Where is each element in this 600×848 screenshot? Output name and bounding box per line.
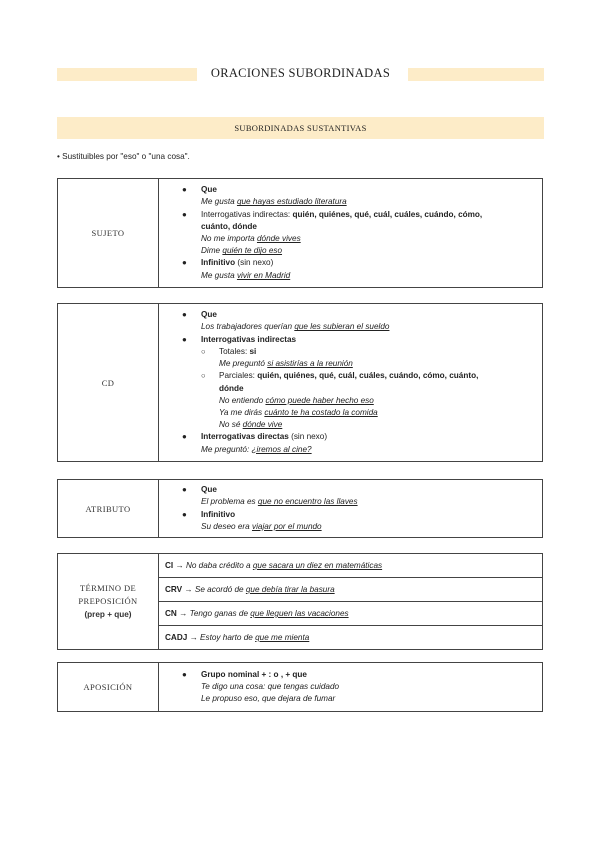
example: Te digo una cosa: que tengas cuidado <box>201 681 340 691</box>
aposicion-label: APOSICIÓN <box>58 663 159 712</box>
example: No entiendo cómo puede haber hecho eso <box>219 395 374 405</box>
document-title: ORACIONES SUBORDINADAS <box>210 66 391 80</box>
example: Ya me dirás cuánto te ha costado la comida <box>219 407 378 417</box>
list-item: ● Infinitivo <box>182 509 236 519</box>
cd-label: CD <box>58 304 159 462</box>
sujeto-table <box>57 178 543 288</box>
section-title: SUBORDINADAS SUSTANTIVAS <box>57 117 544 139</box>
list-item: ● Que <box>182 485 217 495</box>
atributo-content <box>159 480 543 538</box>
example: Le propuso eso, que dejara de fumar <box>201 694 336 704</box>
list-item: ● Grupo nominal + : o , + que <box>182 669 307 679</box>
list-item: ● Que <box>182 310 217 320</box>
atributo-label: ATRIBUTO <box>58 480 159 538</box>
atributo-table <box>57 479 543 538</box>
example: Me preguntó si asistirías a la reunión <box>219 359 353 369</box>
table-row: CI → No daba crédito a que sacara un diez en matemáticas <box>159 554 543 578</box>
example: Me gusta vivir en Madrid <box>201 270 291 280</box>
sujeto-label: SUJETO <box>58 179 159 288</box>
document-title-bar <box>57 68 544 81</box>
list-item: ● Interrogativas indirectas <box>182 334 297 344</box>
list-item: ● Interrogativas directas (sin nexo) <box>182 432 328 442</box>
example: Su deseo era viajar por el mundo <box>201 521 322 531</box>
table-row: CRV → Se acordó de que debía tirar la basura <box>159 578 543 602</box>
example: El problema es que no encuentro las llaves <box>201 497 358 507</box>
table-row: CN → Tengo ganas de que lleguen las vacaciones <box>159 602 543 626</box>
sujeto-content: ● Que Me gusta que hayas estudiado literatura ● Interrogativas indirectas: quién, quiénes, qué, cuál, cuáles, cuándo, cómo, cuánto, dónde No me importa dónde vives Dime quién te dijo eso ● Infinitivo (sin nexo) Me gusta vivir en Madrid <box>159 179 543 288</box>
example: No me importa dónde vives <box>201 234 301 243</box>
termino-table <box>57 553 543 650</box>
cd-table <box>57 303 543 462</box>
example: No sé dónde vive <box>219 420 283 430</box>
example: Dime quién te dijo eso <box>201 246 283 256</box>
aposicion-content <box>159 663 543 712</box>
list-item: ● Interrogativas indirectas: quién, quiénes, qué, cuál, cuáles, cuándo, cómo, <box>182 209 483 219</box>
example: Me gusta que hayas estudiado literatura <box>201 197 347 207</box>
sub-item: ○ Parciales: quién, quiénes, qué, cuál, cuáles, cuándo, cómo, cuánto, <box>201 371 479 381</box>
intro-note: • Sustituibles por "eso" o "una cosa". <box>57 152 190 161</box>
example: Me preguntó: ¿iremos al cine? <box>201 444 312 454</box>
sub-item: ○ Totales: si <box>201 346 257 356</box>
example: Los trabajadores querían que les subieran el sueldo <box>201 322 390 332</box>
table-row: CADJ → Estoy harto de que me mienta <box>159 626 543 650</box>
list-item: ● Infinitivo (sin nexo) <box>182 258 274 268</box>
termino-label: TÉRMINO DE PREPOSICIÓN (prep + que) <box>58 554 159 650</box>
cd-content: ● Que Los trabajadores querían que les subieran el sueldo ● Interrogativas indirectas ○ Totales: si Me preguntó si asistirías a la reunión ○ Parciales: quién, quiénes, qué, cuál, cuáles, cuándo, cómo, cuánto, dónde No entiendo cómo puede haber hecho eso Ya me dirás cuánto te ha costado la comida No sé dónde vive ● Interrogativas directas (sin nexo) Me preguntó: ¿iremos al cine? <box>159 304 543 462</box>
list-item: ● Que <box>182 185 217 195</box>
aposicion-table <box>57 662 543 712</box>
